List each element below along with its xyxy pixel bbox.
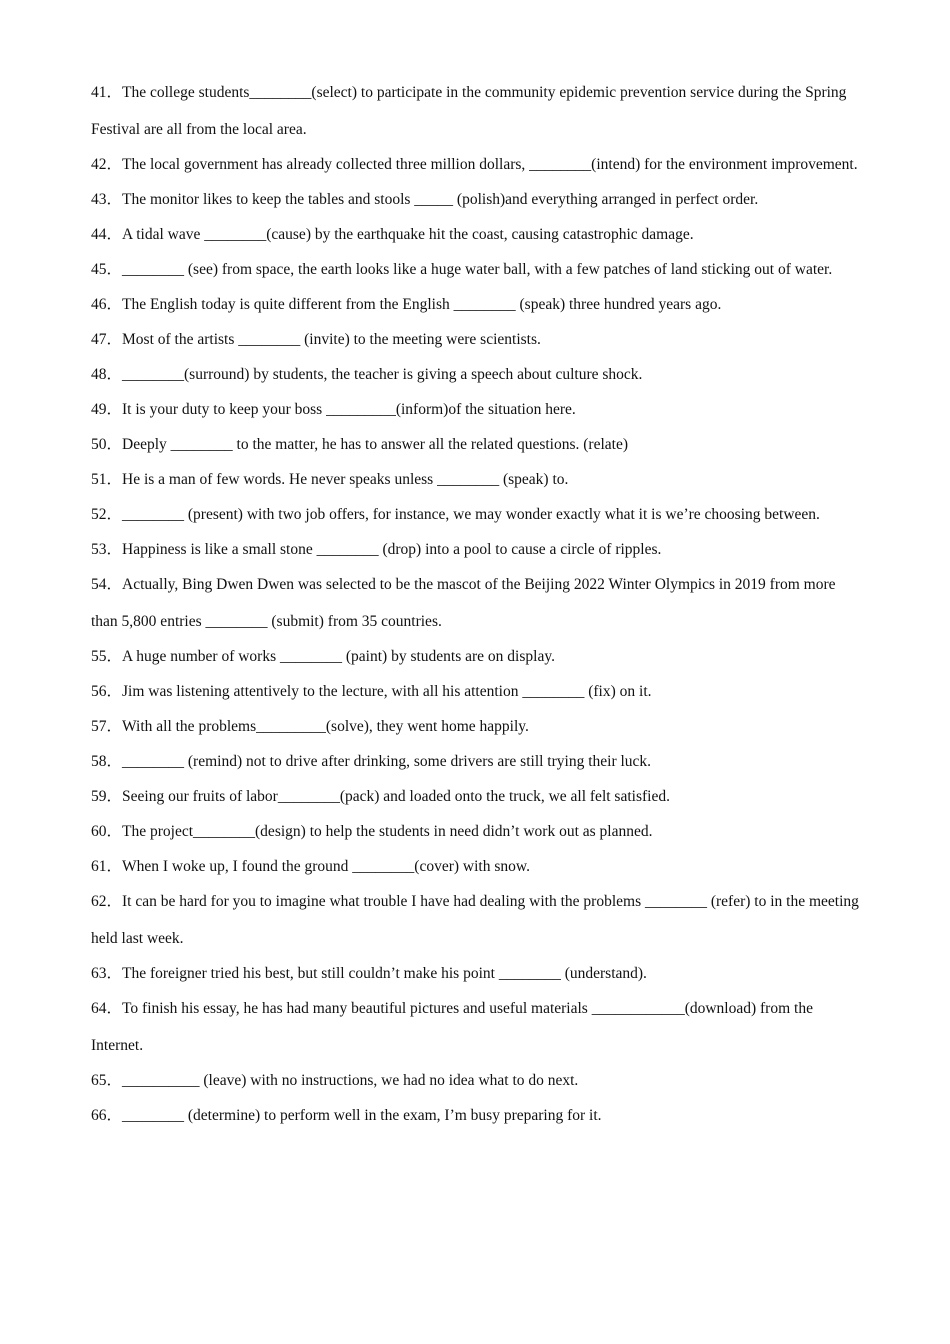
question-number: 63．	[91, 965, 123, 982]
question-item	[91, 391, 863, 428]
question-text: __________ (leave) with no instructions, we had no idea what to do next.	[122, 1072, 579, 1089]
question-number: 51．	[91, 471, 123, 488]
question-number: 42．	[91, 156, 123, 173]
question-item	[91, 566, 863, 640]
question-item	[91, 216, 863, 253]
question-text: A huge number of works ________ (paint) by students are on display.	[122, 648, 555, 665]
question-text: It can be hard for you to imagine what trouble I have had dealing with the problems ________ (refer) to in the meeting held last week.	[91, 893, 859, 947]
question-number: 48．	[91, 366, 123, 383]
question-item	[91, 1097, 863, 1134]
question-text: ________ (see) from space, the earth looks like a huge water ball, with a few patches of land sticking out of water.	[122, 261, 833, 278]
question-text: Jim was listening attentively to the lecture, with all his attention ________ (fix) on it.	[122, 683, 652, 700]
question-text: It is your duty to keep your boss _________(inform)of the situation here.	[122, 401, 576, 418]
question-number: 43．	[91, 191, 123, 208]
question-item	[91, 461, 863, 498]
question-item	[91, 321, 863, 358]
question-number: 59．	[91, 788, 123, 805]
question-text: ________ (determine) to perform well in the exam, I’m busy preparing for it.	[122, 1107, 602, 1124]
question-item	[91, 286, 863, 323]
question-text: To finish his essay, he has had many beautiful pictures and useful materials ____________(download) from the Internet.	[91, 1000, 813, 1054]
question-item	[91, 74, 863, 148]
question-number: 56．	[91, 683, 123, 700]
question-item	[91, 848, 863, 885]
question-item	[91, 955, 863, 992]
question-text: The college students________(select) to participate in the community epidemic prevention service during the Spring Festival are all from the local area.	[91, 84, 847, 138]
question-item	[91, 531, 863, 568]
question-text: The foreigner tried his best, but still couldn’t make his point ________ (understand).	[122, 965, 647, 982]
question-item	[91, 990, 863, 1064]
question-item	[91, 883, 863, 957]
question-text: A tidal wave ________(cause) by the earthquake hit the coast, causing catastrophic damage.	[122, 226, 694, 243]
question-number: 57．	[91, 718, 123, 735]
question-text: Actually, Bing Dwen Dwen was selected to be the mascot of the Beijing 2022 Winter Olympics in 2019 from more than 5,800 entries ________ (submit) from 35 countries.	[91, 576, 836, 630]
question-number: 60．	[91, 823, 123, 840]
question-number: 55．	[91, 648, 123, 665]
question-item	[91, 496, 863, 533]
question-number: 47．	[91, 331, 123, 348]
question-text: With all the problems_________(solve), they went home happily.	[122, 718, 529, 735]
question-text: The English today is quite different from the English ________ (speak) three hundred years ago.	[122, 296, 722, 313]
question-number: 61．	[91, 858, 123, 875]
question-number: 54．	[91, 576, 123, 593]
question-item	[91, 778, 863, 815]
question-item	[91, 673, 863, 710]
question-text: He is a man of few words. He never speaks unless ________ (speak) to.	[122, 471, 569, 488]
question-text: The monitor likes to keep the tables and stools _____ (polish)and everything arranged in perfect order.	[122, 191, 759, 208]
question-text: Deeply ________ to the matter, he has to answer all the related questions. (relate)	[122, 436, 628, 453]
question-item	[91, 1062, 863, 1099]
question-number: 64．	[91, 1000, 123, 1017]
question-number: 66．	[91, 1107, 123, 1124]
question-item	[91, 356, 863, 393]
question-number: 44．	[91, 226, 123, 243]
question-item	[91, 638, 863, 675]
question-item	[91, 146, 863, 183]
question-number: 46．	[91, 296, 123, 313]
question-item	[91, 251, 863, 288]
question-number: 49．	[91, 401, 123, 418]
question-item	[91, 813, 863, 850]
question-number: 50．	[91, 436, 123, 453]
question-number: 58．	[91, 753, 123, 770]
question-text: The project________(design) to help the students in need didn’t work out as planned.	[122, 823, 653, 840]
question-list	[91, 74, 863, 1132]
question-text: ________(surround) by students, the teacher is giving a speech about culture shock.	[122, 366, 643, 383]
question-text: When I woke up, I found the ground ________(cover) with snow.	[122, 858, 530, 875]
question-number: 65．	[91, 1072, 123, 1089]
question-text: ________ (present) with two job offers, for instance, we may wonder exactly what it is we’re choosing between.	[122, 506, 820, 523]
question-text: Happiness is like a small stone ________ (drop) into a pool to cause a circle of ripples.	[122, 541, 662, 558]
question-item	[91, 708, 863, 745]
question-text: Seeing our fruits of labor________(pack) and loaded onto the truck, we all felt satisfied.	[122, 788, 670, 805]
question-number: 45．	[91, 261, 123, 278]
question-text: Most of the artists ________ (invite) to the meeting were scientists.	[122, 331, 541, 348]
question-text: ________ (remind) not to drive after drinking, some drivers are still trying their luck.	[122, 753, 652, 770]
question-number: 52．	[91, 506, 123, 523]
question-number: 41．	[91, 84, 123, 101]
question-item	[91, 181, 863, 218]
question-number: 62．	[91, 893, 123, 910]
question-number: 53．	[91, 541, 123, 558]
question-item	[91, 743, 863, 780]
question-item	[91, 426, 863, 463]
question-text: The local government has already collected three million dollars, ________(intend) for the environment improvement.	[122, 156, 858, 173]
